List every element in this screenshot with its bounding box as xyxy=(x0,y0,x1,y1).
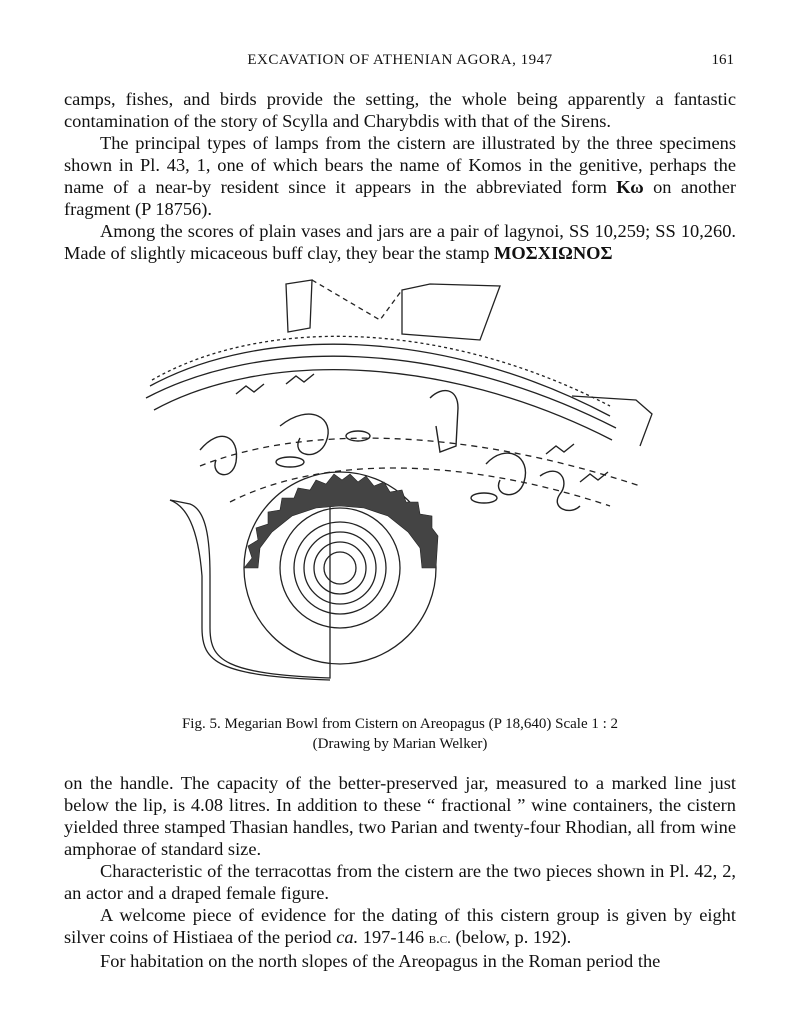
running-title: EXCAVATION OF ATHENIAN AGORA, 1947 xyxy=(247,52,553,68)
bowl-profile-inner xyxy=(170,500,330,680)
paragraph-5: Characteristic of the terracottas from the cistern are the two pieces shown in Pl. 42, 2, an actor and a draped female figure. xyxy=(64,861,736,903)
sea-monster-left xyxy=(200,436,237,474)
paragraph-2-greek-abbrev: Κω xyxy=(616,177,644,197)
caption-line-2: (Drawing by Marian Welker) xyxy=(312,736,488,752)
paragraph-6-text-a: A welcome piece of evidence for the dating of this cistern group is given by eight silver coins of Histiaea of the period xyxy=(64,905,736,947)
bird-2 xyxy=(286,374,314,384)
paragraph-2-text-b: on another fragment (P 18756). xyxy=(64,177,736,219)
paragraph-4: on the handle. The capacity of the better-preserved jar, measured to a marked line just below the lip, is 4.08 litres. In addition to these “ fractional ” wine containers, the cistern yielded three stamped Thasian handles, two Parian and twenty-four Rhodian, all from wine amphorae of standard size. xyxy=(64,773,736,859)
paragraph-3-greek-stamp: ΜΟΣΧΙΩΝΟΣ xyxy=(494,243,613,263)
fish-2 xyxy=(346,431,370,441)
running-header xyxy=(64,52,736,74)
paragraph-3 xyxy=(64,220,736,264)
paragraph-1: camps, fishes, and birds provide the setting, the whole being apparently a fantastic contamination of the story of Scylla and Charybdis with that of the Sirens. xyxy=(64,89,736,131)
rosette-petals xyxy=(244,474,438,568)
bird-1 xyxy=(236,384,264,394)
sea-monster-right xyxy=(486,453,525,495)
rim-fragment-mid xyxy=(402,284,500,340)
paragraph-6-text-b: 197-146 xyxy=(358,927,429,947)
medallion-ring-4 xyxy=(304,532,376,604)
paragraph-6-italic: ca. xyxy=(336,927,359,947)
figure-drawing xyxy=(140,276,660,688)
rim-fragment-left xyxy=(286,280,312,332)
medallion-ring-3 xyxy=(294,522,386,614)
sea-monster-mid xyxy=(280,414,328,454)
medallion-ring-5 xyxy=(314,542,366,594)
paragraph-2 xyxy=(64,132,736,220)
paragraph-6 xyxy=(64,904,736,950)
fish-3 xyxy=(471,493,497,503)
outer-band-2 xyxy=(146,356,616,428)
paragraph-6-text-c: (below, p. 192). xyxy=(450,927,572,947)
outer-band-1 xyxy=(150,344,610,416)
break-dashed-left xyxy=(312,280,402,320)
paragraph-6-small-caps: b.c. xyxy=(428,931,451,947)
megarian-bowl-drawing xyxy=(140,276,660,688)
page-number: 161 xyxy=(711,52,734,68)
caption-line-1: Fig. 5. Megarian Bowl from Cistern on Areopagus (P 18,640) Scale 1 : 2 xyxy=(181,716,619,732)
bottom-text-block xyxy=(64,772,736,972)
medallion-ring-2 xyxy=(280,508,400,628)
paragraph-2-text-a: The principal types of lamps from the cistern are illustrated by the three specimens shown in Pl. 43, 1, one of which bears the name of Komos in the genitive, perhaps the name of a near-by resident since it appears in the abbreviated form xyxy=(64,133,736,197)
outer-dashed-arc xyxy=(200,438,640,486)
outer-band-3 xyxy=(154,370,612,440)
serpent-right xyxy=(540,471,580,510)
bird-4 xyxy=(580,472,608,482)
figure-caption xyxy=(64,714,736,754)
paragraph-7: For habitation on the north slopes of the Areopagus in the Roman period the xyxy=(100,951,661,971)
paragraph-3-text: Among the scores of plain vases and jars are a pair of lagynoi, SS 10,259; SS 10,260. Made of slightly micaceous buff clay, they bear the stamp xyxy=(64,221,736,263)
fish-1 xyxy=(276,457,304,467)
top-text-block xyxy=(64,88,736,264)
bird-3 xyxy=(546,444,574,454)
bowl-profile-outline xyxy=(170,500,330,678)
medallion-ring-6 xyxy=(324,552,356,584)
